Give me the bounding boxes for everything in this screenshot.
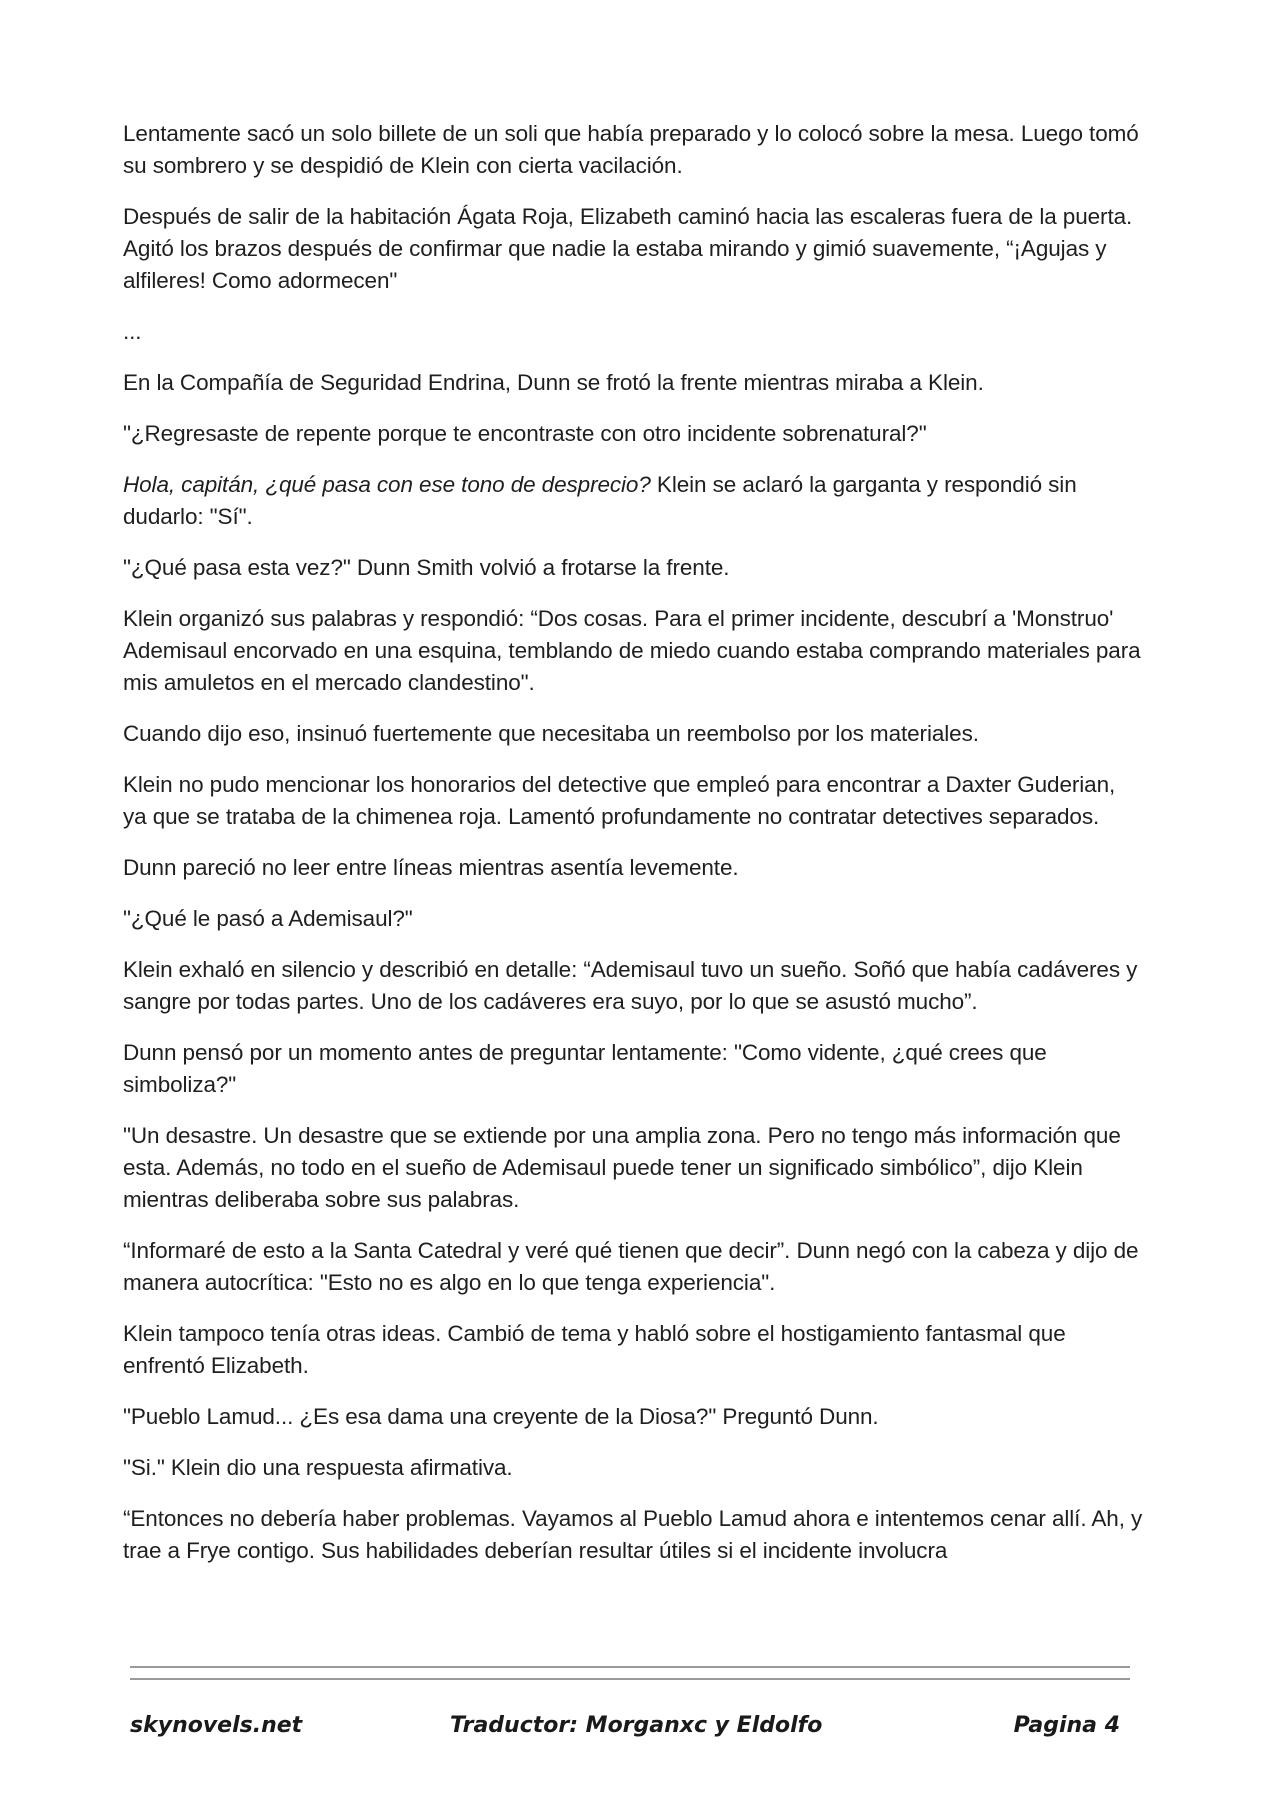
paragraph-6-text: Klein se aclaró la garganta y respondió sin dudarlo: "Sí".	[123, 472, 1077, 529]
paragraph-6	[123, 469, 1143, 533]
inner-thought: Hola, capitán, ¿qué pasa con ese tono de desprecio?	[123, 472, 651, 497]
paragraph-2: Después de salir de la habitación Ágata Roja, Elizabeth caminó hacia las escaleras fuera de la puerta. Agitó los brazos después de confirmar que nadie la estaba mirando y gimió suavemente, “¡Agujas y alfileres! Como adormecen"	[123, 204, 1133, 293]
paragraph-16: “Informaré de esto a la Santa Catedral y veré qué tienen que decir”. Dunn negó con la cabeza y dijo de manera autocrítica: "Esto no es algo en lo que tenga experiencia".	[123, 1238, 1139, 1295]
paragraph-8: Klein organizó sus palabras y respondió: “Dos cosas. Para el primer incidente, descubrí a 'Monstruo' Ademisaul encorvado en una esquina, temblando de miedo cuando estaba comprando materiales para mis amuletos en el mercado clandestino".	[123, 606, 1141, 695]
scene-break: ...	[123, 319, 142, 344]
footer-rule-bottom	[130, 1678, 1130, 1680]
paragraph-11: Dunn pareció no leer entre líneas mientras asentía levemente.	[123, 855, 739, 880]
document-body	[123, 118, 1143, 1586]
footer-divider	[130, 1666, 1130, 1680]
paragraph-17: Klein tampoco tenía otras ideas. Cambió de tema y habló sobre el hostigamiento fantasmal que enfrentó Elizabeth.	[123, 1321, 1066, 1378]
paragraph-7: "¿Qué pasa esta vez?" Dunn Smith volvió a frotarse la frente.	[123, 555, 730, 580]
footer-translator: Traductor: Morganxc y Eldolfo	[450, 1713, 823, 1738]
paragraph-4: En la Compañía de Seguridad Endrina, Dunn se frotó la frente mientras miraba a Klein.	[123, 370, 984, 395]
paragraph-15: "Un desastre. Un desastre que se extiende por una amplia zona. Pero no tengo más información que esta. Además, no todo en el sueño de Ademisaul puede tener un significado simbólico”, dijo Klein mientras deliberaba sobre sus palabras.	[123, 1123, 1121, 1212]
paragraph-14: Dunn pensó por un momento antes de preguntar lentamente: "Como vidente, ¿qué crees que simboliza?"	[123, 1040, 1047, 1097]
footer-site: skynovels.net	[130, 1713, 303, 1738]
paragraph-18: "Pueblo Lamud... ¿Es esa dama una creyente de la Diosa?" Preguntó Dunn.	[123, 1404, 879, 1429]
paragraph-19: "Si." Klein dio una respuesta afirmativa.	[123, 1455, 513, 1480]
paragraph-20: “Entonces no debería haber problemas. Vayamos al Pueblo Lamud ahora e intentemos cenar allí. Ah, y trae a Frye contigo. Sus habilidades deberían resultar útiles si el incidente involucra	[123, 1506, 1143, 1563]
footer-page-number: Pagina 4	[1013, 1713, 1120, 1738]
page-footer	[130, 1713, 1130, 1747]
paragraph-13: Klein exhaló en silencio y describió en detalle: “Ademisaul tuvo un sueño. Soñó que había cadáveres y sangre por todas partes. Uno de los cadáveres era suyo, por lo que se asustó mucho”.	[123, 957, 1138, 1014]
paragraph-1: Lentamente sacó un solo billete de un soli que había preparado y lo colocó sobre la mesa. Luego tomó su sombrero y se despidió de Klein con cierta vacilación.	[123, 121, 1139, 178]
paragraph-5: "¿Regresaste de repente porque te encontraste con otro incidente sobrenatural?"	[123, 421, 927, 446]
paragraph-12: "¿Qué le pasó a Ademisaul?"	[123, 906, 413, 931]
footer-rule-top	[130, 1666, 1130, 1668]
paragraph-10: Klein no pudo mencionar los honorarios del detective que empleó para encontrar a Daxter Guderian, ya que se trataba de la chimenea roja. Lamentó profundamente no contratar detectives separados.	[123, 772, 1116, 829]
paragraph-9: Cuando dijo eso, insinuó fuertemente que necesitaba un reembolso por los materiales.	[123, 721, 979, 746]
